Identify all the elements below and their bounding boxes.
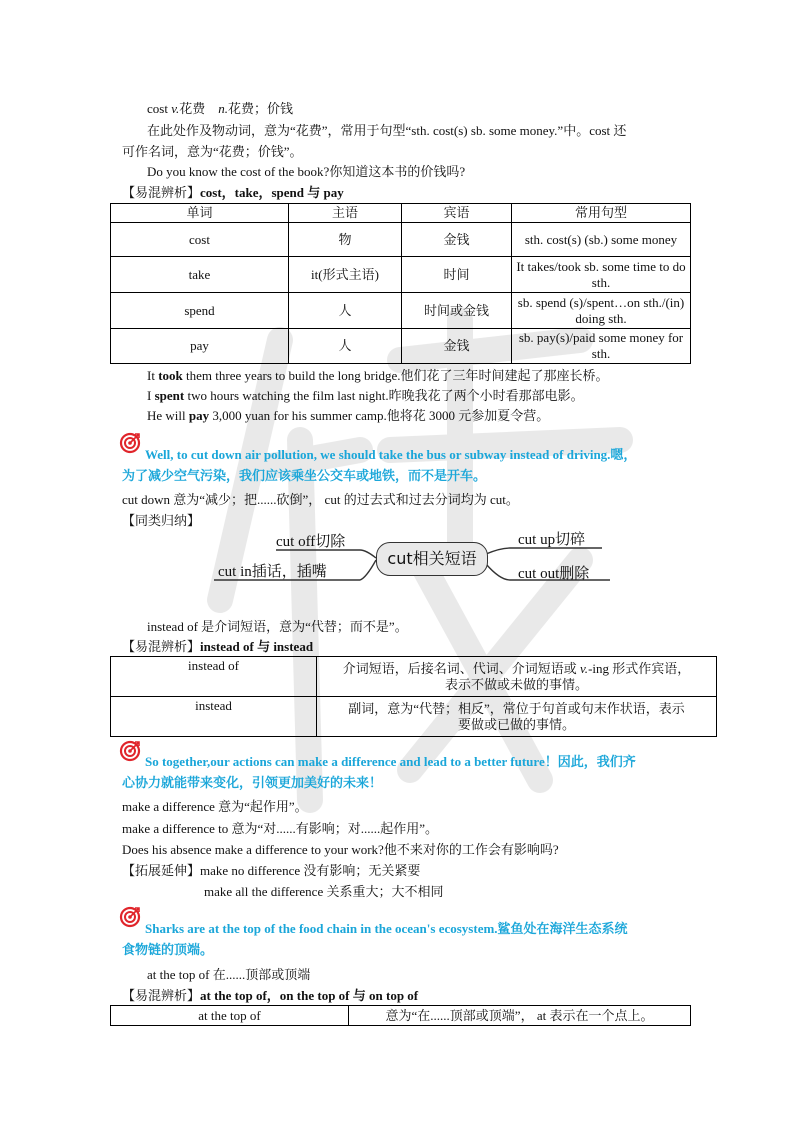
mindmap-item-cut-in: cut in插话，插嘴 <box>218 564 327 580</box>
cost-headword: cost v.花费 n.花费；价钱 <box>147 101 294 116</box>
key-sentence-1-line-1: Well, to cut down air pollution, we should take the bus or subway instead of driving.嗯， <box>145 447 637 462</box>
table-cell: 物 <box>289 223 402 257</box>
at-top-explain: at the top of 在......顶部或顶端 <box>147 967 311 982</box>
top-compare-title: 【易混辨析】at the top of，on the top of 与 on top of <box>122 988 419 1003</box>
table-cell: 时间或金钱 <box>402 293 512 329</box>
target-icon <box>119 906 141 928</box>
table-row <box>111 223 691 257</box>
mindmap-item-cut-off: cut off切除 <box>276 534 346 550</box>
target-icon <box>119 740 141 762</box>
table-header: 常用句型 <box>512 204 691 223</box>
table-cell: sb. pay(s)/paid some money for sth. <box>512 329 691 364</box>
instead-compare-table <box>110 656 717 737</box>
key-sentence-2-line-1: So together,our actions can make a difference and lead to a better future！因此，我们齐 <box>145 754 636 769</box>
cost-explain-1: 在此处作及物动词，意为“花费”，常用于句型“sth. cost(s) sb. some money.”中。cost 还 <box>147 123 627 138</box>
cost-compare-table <box>110 203 691 364</box>
table-cell: sth. cost(s) (sb.) some money <box>512 223 691 257</box>
table-cell: 时间 <box>402 257 512 293</box>
mindmap-item-cut-out: cut out删除 <box>518 566 590 582</box>
table-row <box>111 257 691 293</box>
table-cell: pay <box>111 329 289 364</box>
table-cell: sb. spend (s)/spent…on sth./(in) doing sth. <box>512 293 691 329</box>
mindmap-center: cut相关短语 <box>376 542 488 576</box>
cost-example-spent: I spent two hours watching the film last night.昨晚我花了两个小时看那部电影。 <box>147 388 584 403</box>
key-sentence-2-line-2: 心协力就能带来变化，引领更加美好的未来！ <box>122 776 383 791</box>
table-row <box>111 329 691 364</box>
key-sentence-1-line-2: 为了减少空气污染，我们应该乘坐公交车或地铁，而不是开车。 <box>122 469 487 484</box>
table-row <box>111 293 691 329</box>
key-sentence-3-line-1: Sharks are at the top of the food chain in the ocean's ecosystem.鲨鱼处在海洋生态系统 <box>145 921 628 936</box>
table-cell: it(形式主语) <box>289 257 402 293</box>
cost-explain-2: 可作名词，意为“花费；价钱”。 <box>122 144 303 159</box>
table-cell: 副词，意为“代替；相反”，常位于句首或句末作状语，表示 要做或已做的事情。 <box>317 697 717 737</box>
extension-2: make all the difference 关系重大；大不相同 <box>204 884 444 899</box>
table-cell: instead <box>111 697 317 737</box>
table-row <box>111 697 717 737</box>
cost-compare-title: 【易混辨析】cost，take，spend 与 pay <box>122 185 344 200</box>
mindmap-item-cut-up: cut up切碎 <box>518 532 586 548</box>
key-sentence-3-line-2: 食物链的顶端。 <box>122 943 214 958</box>
table-cell: It takes/took sb. some time to do sth. <box>512 257 691 293</box>
target-icon <box>119 432 141 454</box>
table-row <box>111 1006 691 1026</box>
cut-phrase-mindmap <box>210 524 620 594</box>
difference-explain-2: make a difference to 意为“对......有影响；对......起作用”。 <box>122 821 439 836</box>
cost-example-took: It took them three years to build the long bridge.他们花了三年时间建起了那座长桥。 <box>147 368 609 383</box>
cut-down-explain: cut down 意为“减少；把......砍倒”， cut 的过去式和过去分词均为 cut。 <box>122 492 519 507</box>
table-cell: 人 <box>289 293 402 329</box>
group-title: 【同类归纳】 <box>122 513 201 528</box>
table-cell: 金钱 <box>402 329 512 364</box>
table-row <box>111 657 717 697</box>
table-header: 主语 <box>289 204 402 223</box>
extension-1: 【拓展延伸】make no difference 没有影响；无关紧要 <box>122 863 421 878</box>
table-cell: 金钱 <box>402 223 512 257</box>
table-header-row <box>111 204 691 223</box>
cost-example-pay: He will pay 3,000 yuan for his summer camp.他将花 3000 元参加夏令营。 <box>147 408 550 423</box>
table-cell: cost <box>111 223 289 257</box>
table-cell: 介词短语，后接名词、代词、介词短语或 v.-ing 形式作宾语， 表示不做或未做的事情。 <box>317 657 717 697</box>
top-compare-table <box>110 1005 691 1026</box>
cost-example: Do you know the cost of the book?你知道这本书的价钱吗? <box>147 164 466 179</box>
table-cell: instead of <box>111 657 317 697</box>
table-cell: 人 <box>289 329 402 364</box>
table-header: 单词 <box>111 204 289 223</box>
table-cell: take <box>111 257 289 293</box>
table-header: 宾语 <box>402 204 512 223</box>
table-cell: spend <box>111 293 289 329</box>
difference-explain-1: make a difference 意为“起作用”。 <box>122 799 308 814</box>
table-cell: at the top of <box>111 1006 349 1026</box>
instead-compare-title: 【易混辨析】instead of 与 instead <box>122 639 314 654</box>
difference-example: Does his absence make a difference to your work?他不来对你的工作会有影响吗? <box>122 842 559 857</box>
table-cell: 意为“在......顶部或顶端”， at 表示在一个点上。 <box>349 1006 691 1026</box>
instead-of-explain: instead of 是介词短语，意为“代替；而不是”。 <box>147 619 408 634</box>
